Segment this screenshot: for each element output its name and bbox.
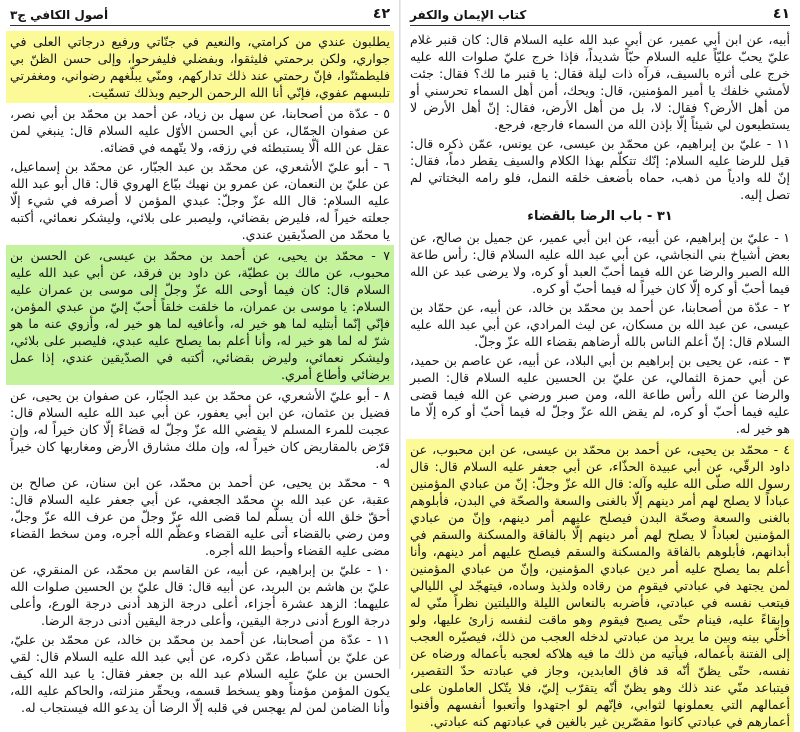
running-title: أصول الكافي ج٣ xyxy=(10,8,109,22)
highlighted-passage-yellow: ٤ - محمّد بن يحيى، عن أحمد بن محمّد بن عيسى، عن ابن محبوب، عن داود الرقّي، عن أبي عبيدة الحذّاء، عن أبي جعفر عليه السلام قال: قال رسول الله صلّى الله عليه وآله: قال الله عزّ وجلّ: إنّ من عبادي المؤمنين عباداً لا يصلح لهم أمر دينهم إلّا بالغنى والسعة والصحّة في البدن، فأبلوهم بالغنى والسعة وصحّة البدن فيصلح عليهم أمر دينهم، وإنّ من عبادي المؤمنين لعباداً لا يصلح لهم أمر دينهم إلّا بالفاقة والمسكنة والسقم في أبدانهم، فأبلوهم بالفاقة والمسكنة والسقم فيصلح عليهم أمر دينهم، وأنا أعلم بما يصلح عليه أمر دين عبادي المؤمنين، وإنّ من عبادي المؤمنين لمن يجتهد في عبادتي فيقوم من رقاده ولذيذ وساده، فيتهجّد لي الليالي فيتعب نفسه في عبادتي، فأضربه بالنعاس الليلة والليلتين نظراً منّي له وإبقاءً عليه، فينام حتّى يصبح فيقوم وهو ماقت لنفسه زارئ عليها، ولو أخلّي بينه وبين ما يريد من عبادتي لدخله العجب من ذلك، فيصيّره العجب إلى الفتنة بأعماله، فيأتيه من ذلك ما فيه هلاكه لعجبه بأعماله ورضاه عن نفسه، حتّى يظنّ أنّه قد فاق العابدين، وجاز في عبادته حدّ التقصير، فيتباعد منّي عند ذلك وهو يظنّ أنّه يتقرّب إليّ، فلا يتّكل العاملون على أعمالهم التي يعملونها لثوابي، فإنّهم لو اجتهدوا وأتعبوا أنفسهم وأفنوا أعمارهم في عبادتي كانوا مقصّرين غير بالغين في عبادتهم كنه عبادتي. xyxy=(406,439,794,732)
left-page xyxy=(0,0,400,715)
hadith-paragraph: ٩ - محمّد بن يحيى، عن أحمد بن محمّد، عن ابن سنان، عن صالح بن عقبة، عن عبد الله بن محمّد الجعفي، عن أبي جعفر عليه السلام قال: أحقّ خلق الله أن يسلّم لما قضى الله عزّ وجلّ من عرف الله عزّ وجلّ، ومن رضي بالقضاء أتى عليه القضاء وعظّم الله أجره، ومن سخط القضاء مضى عليه القضاء وأحبط الله أجره. xyxy=(10,475,390,558)
hadith-paragraph: ١١ - عليّ بن إبراهيم، عن محمّد بن عيسى، عن يونس، عمّن ذكره قال: قيل للرضا عليه السلام: إنّك تتكلّم بهذا الكلام والسيف يقطر دماً، فقال: إنّ لله وادياً من ذهب، حماه بأضعف خلقه النمل، فلو رامه البختاتي لم تصل إليه. xyxy=(410,136,790,202)
running-title: كتاب الإيمان والكفر xyxy=(410,8,527,22)
hadith-paragraph: ٢ - عدّة من أصحابنا، عن أحمد بن محمّد بن خالد، عن أبيه، عن حمّاد بن عيسى، عن عبد الله بن مسكان، عن ليث المرادي، عن أبي عبد الله عليه السلام قال: إنّ أعلم الناس بالله أرضاهم بقضاء الله عزّ وجلّ. xyxy=(410,300,790,349)
hadith-paragraph: ٨ - أبو عليّ الأشعري، عن محمّد بن عبد الجبّار، عن صفوان بن يحيى، عن فضيل بن عثمان، عن ابن أبي يعفور، عن أبي عبد الله عليه السلام قال: عجبت للمرء المسلم لا يقضي الله عزّ وجلّ له قضاءً إلّا كان خيراً له، وإن قرّض بالمقاريض كان خيراً له، وإن ملك مشارق الأرض ومغاربها كان خيراً له. xyxy=(10,388,390,471)
page-number: ٤١ xyxy=(772,6,790,22)
hadith-paragraph: ١ - عليّ بن إبراهيم، عن أبيه، عن ابن أبي عمير، عن جميل بن صالح، عن بعض أشياخ بني النجاشي، عن أبي عبد الله عليه السلام قال: رأس طاعة الله الصبر والرضا عن الله فيما أحبّ العبد أو كره، ولا يرضى عبد عن الله فيما أحبّ أو كره إلّا كان خيراً له فيما أحبّ أو كره. xyxy=(410,230,790,296)
right-page xyxy=(400,0,800,729)
hadith-paragraph: ٥ - عدّة من أصحابنا، عن سهل بن زياد، عن أحمد بن محمّد بن أبي نصر، عن صفوان الجمّال، عن أبي الحسن الأوّل عليه السلام قال: ينبغي لمن عقل عن الله ألّا يستبطئه في رزقه، ولا يتّهمه في قضائه. xyxy=(10,106,390,155)
highlighted-passage-green: ٧ - محمّد بن يحيى، عن أحمد بن محمّد بن عيسى، عن الحسن بن محبوب، عن مالك بن عطيّة، عن داود بن فرقد، عن أبي عبد الله عليه السلام قال: كان فيما أوحى الله عزّ وجلّ إلى موسى بن عمران عليه السلام: يا موسى بن عمران، ما خلقت خلقاً أحبّ إليّ من عبدي المؤمن، فإنّي إنّما أبتليه لما هو خير له، وأعافيه لما هو خير له، وأزوي عنه ما هو شرّ له لما هو خير له، وأنا أعلم بما يصلح عليه عبدي، فليصبر على بلائي، وليشكر نعمائي، وليرض بقضائي، أكتبه في الصدّيقين عندي، إذا عمل برضائي وأطاع أمري. xyxy=(6,245,394,385)
page-number: ٤٢ xyxy=(372,6,390,22)
hadith-paragraph: ٦ - أبو عليّ الأشعري، عن محمّد بن عبد الجبّار، عن محمّد بن إسماعيل، عن عليّ بن النعمان، عن عمرو بن نهيك بيّاع الهروي قال: قال أبو عبد الله عليه السلام: قال الله عزّ وجلّ: عبدي المؤمن لا أصرفه في شيء إلّا جعلته خيراً له، فليرض بقضائي، وليصبر على بلائي، وليشكر نعمائي، أكتبه يا محمّد من الصدّيقين عندي. xyxy=(10,159,390,242)
chapter-heading: ٣١ - باب الرضا بالقضاء xyxy=(527,209,673,224)
highlighted-passage-yellow: يطلبون عندي من كرامتي، والنعيم في جنّاتي ورفيع درجاتي العلى في جواري، ولكن برحمتي فليثقوا، وبفضلي فليفرحوا، وإلى حسن الظنّ بي فليطمئنّوا، فإنّ رحمتي عند ذلك تداركهم، ومنّي يبلّغهم رضواني، ومغفرتي تلبسهم عفوي، فإنّي أنا الله الرحمن الرحيم وبذلك تسمّيت. xyxy=(6,31,394,103)
hadith-paragraph: ١٠ - عليّ بن إبراهيم، عن أبيه، عن القاسم بن محمّد، عن المنقري، عن عليّ بن هاشم بن البريد، عن أبيه قال: قال عليّ بن الحسين صلوات الله عليهما: الزهد عشرة أجزاء، أعلى درجة الزهد أدنى درجة الورع، وأعلى درجة الورع أدنى درجة اليقين، وأعلى درجة اليقين أدنى درجة الرضا. xyxy=(10,562,390,628)
hadith-paragraph: أبيه، عن ابن أبي عمير، عن أبي عبد الله عليه السلام قال: كان قنبر غلام عليّ يحبّ عليّاً عليه السلام حبّاً شديداً، فإذا خرج عليّ صلوات الله عليه خرج على أثره بالسيف، فرآه ذات ليلة فقال: يا قنبر ما لك؟ فقال: جئت لأمشي خلفك يا أمير المؤمنين، قال: ويحك، أمن أهل السماء تحرسني أو من أهل الأرض؟ فقال: لا، بل من أهل الأرض، فقال: إنّ أهل الأرض لا يستطيعون لي شيئاً إلّا بإذن الله من السماء فارجع، فرجع. xyxy=(410,32,790,132)
page-header xyxy=(10,6,390,26)
hadith-paragraph: ٣ - عنه، عن يحيى بن إبراهيم بن أبي البلاد، عن أبيه، عن عاصم بن حميد، عن أبي حمزة الثمالي، عن عليّ بن الحسين عليه السلام قال: الصبر والرضا عن الله رأس طاعة الله، ومن صبر ورضي عن الله فيما قضى عليه فيما أحبّ أو كره، لم يقض الله عزّ وجلّ له فيما أحبّ أو كره إلّا ما هو خير له. xyxy=(410,353,790,436)
page-header xyxy=(410,6,790,26)
hadith-paragraph: ١١ - عدّة من أصحابنا، عن أحمد بن محمّد بن خالد، عن محمّد بن عليّ، عن عليّ بن أسباط، عمّن ذكره، عن أبي عبد الله عليه السلام قال: لقي الحسن بن عليّ عليه السلام عبد الله بن جعفر فقال: يا عبد الله كيف يكون المؤمن مؤمناً وهو يسخط قسمه، ويحقّر منزلته، والحاكم عليه الله، وأنا الضامن لمن لم يهجس في قلبه إلّا الرضا أن يدعو الله فيستجاب له. xyxy=(10,632,390,715)
